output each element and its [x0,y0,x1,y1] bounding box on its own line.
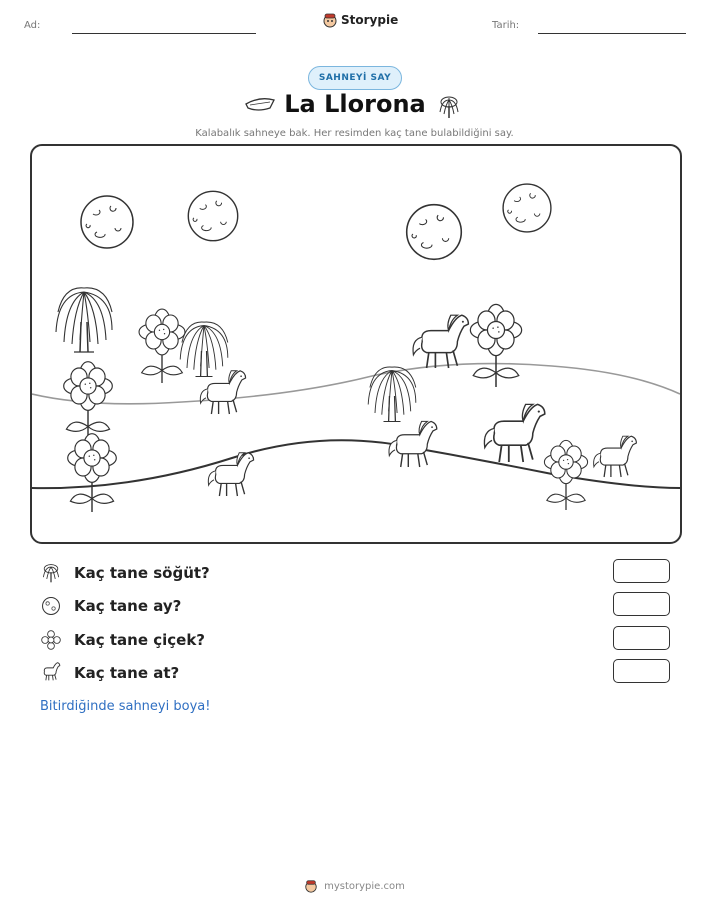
willow-tree-icon [40,562,62,584]
willow-2[interactable] [180,322,228,377]
storypie-mascot-icon [304,879,318,893]
name-label: Ad: [24,20,41,31]
moon-1[interactable] [81,196,133,248]
name-line[interactable] [72,33,256,34]
storypie-mascot-icon [322,12,338,28]
answer-box-willow[interactable] [613,559,670,583]
activity-badge: SAHNEYİ SAY [308,66,402,90]
brand-name: Storypie [341,13,399,27]
horse-icon [40,662,62,684]
moon-icon [40,595,62,617]
horse-3[interactable] [413,315,468,368]
flower-5[interactable] [544,440,587,510]
date-line[interactable] [538,33,686,34]
boat-icon [244,94,276,116]
question-text: Kaç tane at? [74,664,180,682]
back-hill [32,364,680,404]
flower-1[interactable] [139,309,185,383]
willow-tree-icon [436,94,462,120]
question-text: Kaç tane söğüt? [74,564,210,582]
horse-1[interactable] [200,371,245,414]
footer-url[interactable]: mystorypie.com [324,880,405,892]
horse-5[interactable] [484,404,544,462]
instructions: Kalabalık sahneye bak. Her resimden kaç tane bulabildiğini say. [195,128,514,139]
answer-box-moon[interactable] [613,592,670,616]
flower-4[interactable] [470,304,521,387]
footer [0,879,709,893]
moon-4[interactable] [503,184,551,232]
question-text: Kaç tane çiçek? [74,631,206,649]
brand-logo [322,12,398,28]
horse-6[interactable] [594,436,637,477]
moon-3[interactable] [407,205,462,260]
date-label: Tarih: [492,20,520,31]
answer-box-flower[interactable] [613,626,670,650]
question-horse [40,661,179,685]
question-flower [40,628,205,652]
answer-box-horse[interactable] [613,659,670,683]
willow-3[interactable] [368,367,416,422]
moon-2[interactable] [188,191,237,240]
flower-icon [40,629,62,651]
question-willow [40,561,210,585]
flower-3[interactable] [68,434,117,512]
question-moon [40,594,181,618]
question-text: Kaç tane ay? [74,597,182,615]
willow-1[interactable] [56,288,112,352]
counting-scene[interactable] [30,144,682,544]
page-title: La Llorona [284,90,426,118]
finish-instruction: Bitirdiğinde sahneyi boya! [40,699,211,714]
